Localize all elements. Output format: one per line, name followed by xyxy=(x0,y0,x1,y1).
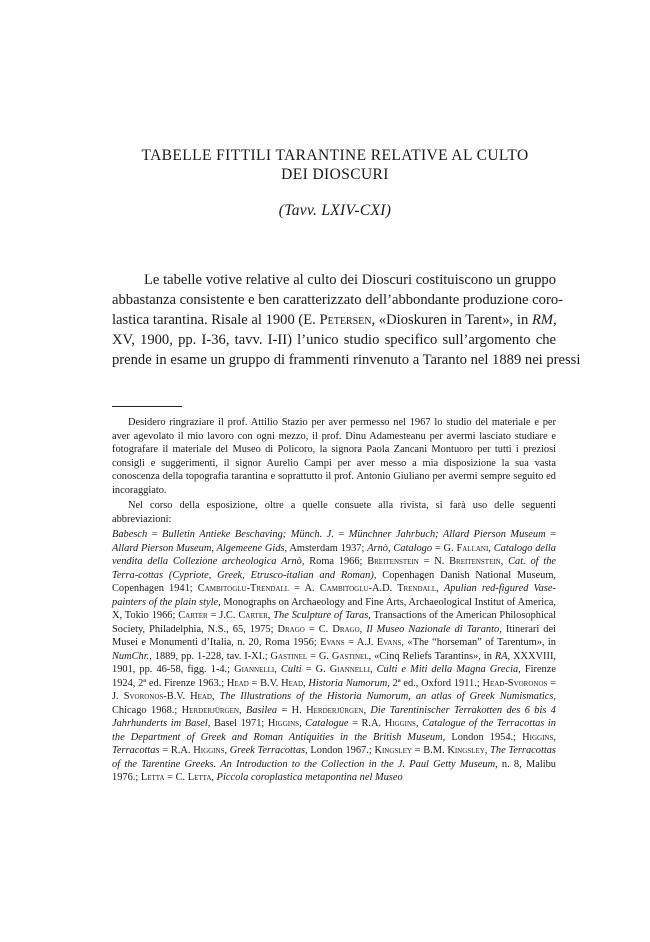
abbr-author: Kingsley xyxy=(447,745,485,756)
abbr-text: Basel 1971; xyxy=(210,718,268,729)
abbr-text: 2ª ed., Oxford 1911.; xyxy=(389,677,483,689)
abbr-italic: The Terracottas of the Tarentine Greeks. An Introduction to the Collection in the J. Paul Getty Museum, xyxy=(112,745,556,770)
abbr-author: Giannelli xyxy=(234,664,275,675)
abbr-author: Carter xyxy=(238,610,268,621)
abbr-text: = C. xyxy=(164,772,188,783)
abbr-italic: Piccola coroplastica metapontina nel Museo xyxy=(216,772,403,783)
abbr-italic: Basilea xyxy=(245,704,278,716)
abbr-italic: Il Museo Nazionale di Taranto, xyxy=(366,623,502,635)
abbr-text: = xyxy=(333,529,349,540)
abbr-text: = xyxy=(545,529,556,540)
abbr-text: Amsterdam 1937; xyxy=(287,542,368,554)
article-title xyxy=(100,146,570,184)
abbr-author: Herderjürgen xyxy=(181,704,239,716)
abbr-italic: Greek Terracottas, xyxy=(229,745,308,756)
abbr-text: XXXVIII, 1901, pp. 46-58, figg. 1-4.; xyxy=(112,650,557,675)
abbr-text: = A.J. xyxy=(344,637,377,648)
abbr-author: Evans xyxy=(376,637,402,648)
abbr-text: , «Cinq Reliefs Tarantins», in xyxy=(368,650,495,662)
abbr-author: Gastinel xyxy=(270,650,308,662)
abbr-author: Higgins xyxy=(267,718,300,729)
abbr-text: , xyxy=(500,556,509,567)
abbr-text: = H. xyxy=(277,704,307,716)
abbr-text: = R.A. xyxy=(159,745,194,756)
abbr-author: Svoronos-B.V. Head xyxy=(123,691,212,702)
abbr-italic: Culti xyxy=(280,664,302,675)
abbr-text: = A. xyxy=(289,583,320,594)
abbr-italic: Allard Pierson Museum, Algemeene Gids, xyxy=(112,542,288,554)
abbreviations-intro: Nel corso della esposizione, oltre a quelle consuete alla rivista, si farà uso delle seguenti abbreviazioni: xyxy=(112,500,556,525)
abbr-text: Copenhagen Danish National Museum, Copenhagen 1941; xyxy=(112,569,557,594)
intro-paragraph xyxy=(112,270,581,370)
abbr-text: = R.A. xyxy=(348,718,385,729)
abbr-text: , xyxy=(553,731,556,743)
abbr-author: Carter xyxy=(178,610,208,621)
abbr-author: Higgins xyxy=(522,731,554,743)
abbr-author: Head xyxy=(281,677,303,689)
abbr-text: = G. xyxy=(432,542,457,554)
footnote-block xyxy=(112,416,556,785)
intro-line: prende in esame un gruppo di frammenti rinvenuto a Taranto nel 1889 nei pressi xyxy=(112,352,581,368)
abbr-text: = N. xyxy=(418,556,450,567)
abbr-text: Monographs on Archaeology and Fine Arts, Archaeological Institut of America, X, Tokio 1966; xyxy=(112,596,556,621)
abbr-text: London 1954.; xyxy=(445,731,523,743)
intro-text: , «Dioskuren in Tarent», in xyxy=(371,312,532,328)
abbr-italic: Terracottas xyxy=(112,745,160,756)
abbr-author: Giannelli xyxy=(329,664,370,675)
abbreviations-list xyxy=(112,528,556,785)
abbr-author: Fallani xyxy=(456,542,489,554)
abbr-text: = C. xyxy=(304,623,333,635)
author-name: Petersen xyxy=(319,312,372,328)
abbr-text: = B.M. xyxy=(411,745,448,756)
abbr-text: n. 8, Malibu 1976.; xyxy=(112,758,556,783)
abbr-text: London 1967.; xyxy=(307,745,375,756)
abbr-text: , xyxy=(359,623,367,635)
abbr-text: , xyxy=(238,704,246,716)
abbr-italic: The Illustrations of the Historia Numorum, an atlas of Greek Numismatics, xyxy=(219,691,556,702)
abbr-text: , xyxy=(436,583,444,594)
abbr-italic: Catalogue of the Terracottas in the Department of Greek and Roman Antiquities in the British Museum, xyxy=(112,718,556,743)
abbr-author: Kingsley xyxy=(374,745,412,756)
abbr-author: Drago xyxy=(332,623,360,635)
abbr-italic: Cat. of the Terra-cottas (Cypriote, Greek, Etrusco-italian and Roman), xyxy=(112,556,557,581)
abbr-italic: Die Tarentinischer Terrakotten des 6 bis 4 Jahrhunderts im Basel, xyxy=(112,704,556,729)
abbr-text: , «The “horseman” of Tarentum», in xyxy=(401,637,556,648)
abbr-text: , xyxy=(267,610,274,621)
abbr-italic: Catalogue xyxy=(305,718,349,729)
abbr-text: , xyxy=(299,718,306,729)
abbr-text: Roma 1966; xyxy=(304,556,368,567)
abbr-text: , xyxy=(303,677,309,689)
abbr-author: Letta xyxy=(187,772,212,783)
abbr-italic: Apulian red-figured Vase-painters of the plain style, xyxy=(112,583,556,608)
abbr-text: = B.V. xyxy=(248,677,282,689)
abbr-author: Breitenstein xyxy=(449,556,501,567)
abbr-text: Itinerari dei Musei e Monumenti d’Italia, n. 20, Roma 1956; xyxy=(112,623,557,648)
abbr-italic: Catalogo della vendita della Collezione archeologica Arnò, xyxy=(112,542,556,567)
title-line-2: DEI DIOSCURI xyxy=(281,166,389,183)
abbr-text: = J.C. xyxy=(207,610,239,621)
abbr-author: Cambitoglu-A.D. Trendall xyxy=(319,583,437,594)
intro-line: abbastanza consistente e ben caratterizzato dell’abbondante produzione coro- xyxy=(112,292,563,308)
abbr-author: Gastinel xyxy=(331,650,369,662)
abbr-italic: Bulletin Antieke Beschaving; Münch. J. xyxy=(162,529,334,540)
abbr-italic: RA, xyxy=(494,650,511,662)
abbr-italic: Arnò, Catalogo xyxy=(367,542,433,554)
abbr-text: Transactions of the American Philosophical Society, Philadelphia, N.S., 65, 1975; xyxy=(112,610,556,635)
abbr-text: = xyxy=(147,529,163,540)
abbr-text: = J. xyxy=(112,677,556,702)
abbr-text: , xyxy=(488,542,494,554)
abbr-text: , xyxy=(363,704,371,716)
abbr-text: Chicago 1968.; xyxy=(112,704,182,716)
abbr-author: Head xyxy=(226,677,249,689)
abbr-text: , xyxy=(274,664,281,675)
abbr-italic: Culti e Miti della Magna Grecia, xyxy=(376,664,521,675)
intro-text: lastica tarantina. Risale al 1900 (E. xyxy=(112,312,320,328)
abbr-text: = G. xyxy=(307,650,332,662)
abbr-text: , xyxy=(484,745,491,756)
abbr-italic: Babesch xyxy=(112,529,148,540)
abbr-author: Drago xyxy=(277,623,305,635)
intro-line: Le tabelle votive relative al culto dei Dioscuri costituiscono un gruppo xyxy=(144,272,556,288)
abbr-text: = G. xyxy=(301,664,330,675)
abbr-text: , xyxy=(415,718,423,729)
abbr-italic: Münchner Jahrbuch; Allard Pierson Museum xyxy=(348,529,546,540)
abbr-author: Cambitoglu-Trendall xyxy=(197,583,290,594)
abbr-text: Firenze 1924, 2ª ed. Firenze 1963.; xyxy=(112,664,556,689)
footnote-divider xyxy=(112,406,182,407)
abbr-author: Evans xyxy=(320,637,345,648)
abbr-author: Letta xyxy=(140,772,165,783)
abbr-author: Higgins xyxy=(193,745,225,756)
abbr-author: Breitenstein xyxy=(367,556,419,567)
title-line-1: TABELLE FITTILI TARANTINE RELATIVE AL CULTO xyxy=(141,147,529,164)
abbr-author: Herderjürgen xyxy=(306,704,364,716)
abbr-text: , xyxy=(369,664,377,675)
abbr-italic: NumChr., xyxy=(112,650,152,662)
intro-line: XV, 1900, pp. I-36, tavv. I-II) l’unico studio specifico sull’argomento che xyxy=(112,332,556,348)
page-dot xyxy=(322,918,326,922)
abbr-text: 1889, pp. 1-228, tav. I-XI.; xyxy=(151,650,271,662)
plates-reference: (Tavv. LXIV-CXI) xyxy=(278,202,392,219)
abbr-author: Higgins xyxy=(384,718,416,729)
abbr-italic: Historia Numorum, xyxy=(308,677,390,689)
intro-line xyxy=(112,310,556,330)
acknowledgement-note: Desidero ringraziare il prof. Attilio Stazio per aver permesso nel 1967 lo studio del materiale e per aver agevolato il mio lavoro con ogni mezzo, il prof. Dinu Adamesteanu per avermi lasciato studiare e fotografare il materiale del Museo di Policoro, la signora Paola Zancani Montuoro per tutti i preziosi consigli e suggerimenti, il signor Aurelio Campi per aver messo a mia disposizione la sua vasta conoscenza della topografia tarantina e soprattutto il prof. Antonio Giuliano per avermi sempre seguito ed incoraggiato. xyxy=(112,417,556,496)
abbr-text: , xyxy=(211,772,217,783)
abbr-text: , xyxy=(212,691,220,702)
journal-abbreviation: RM, xyxy=(531,312,557,328)
abbr-text: , xyxy=(224,745,230,756)
abbr-author: Head-Svoronos xyxy=(482,677,548,689)
abbr-italic: The Sculpture of Taras, xyxy=(273,610,371,621)
